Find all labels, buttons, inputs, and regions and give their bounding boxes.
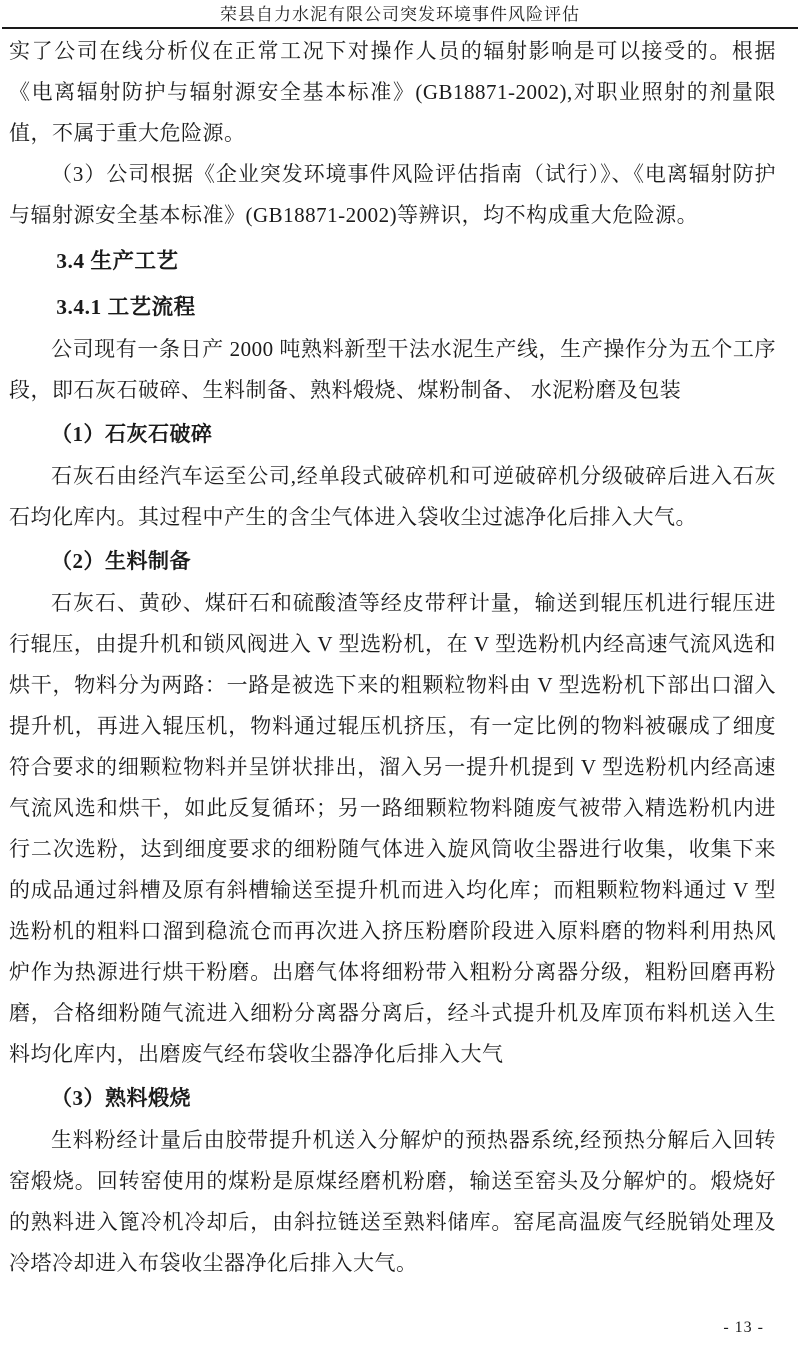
section-heading-production-process: 3.4 生产工艺 xyxy=(56,249,179,273)
page-header-title: 荣县自力水泥有限公司突发环境事件风险评估 xyxy=(220,5,580,24)
item-heading-limestone-crushing: （1）石灰石破碎 xyxy=(51,422,213,446)
page-number: - 13 - xyxy=(723,1319,764,1336)
body-paragraph-raw-meal-preparation: 石灰石、黄砂、煤矸石和硫酸渣等经皮带秤计量，输送到辊压机进行辊压进行辊压，由提升机和锁风阀进入 V 型选粉机，在 V 型选粉机内经高速气流风选和烘干，物料分为两路：一路是被选下来的粗颗粒物料由 V 型选粉机下部出口溜入提升机，再进入辊压机，物料通过辊压机挤压，有一定比例的物料被碾成了细度符合要求的细颗粒物料并呈饼状排出，溜入另一提升机提到 V 型选粉机内经高速气流风选和烘干，如此反复循环；另一路细颗粒物料随废气被带入精选粉机内进行二次选粉，达到细度要求的细粉随气体进入旋风筒收尘器进行收集，收集下来的成品通过斜槽及原有斜槽输送至提升机而进入均化库；而粗颗粒物料通过 V 型选粉机的粗料口溜到稳流仓而再次进入挤压粉磨阶段进入原料磨的物料利用热风炉作为热源进行烘干粉磨。出磨气体将细粉带入粗粉分离器分级，粗粉回磨再粉磨，合格细粉随气流进入细粉分离器分离后，经斗式提升机及库顶布料机送入生料均化库内，出磨废气经布袋收尘器净化后排入大气 xyxy=(9,591,776,1066)
body-paragraph-limestone-crushing: 石灰石由经汽车运至公司,经单段式破碎机和可逆破碎机分级破碎后进入石灰石均化库内。其过程中产生的含尘气体进入袋收尘过滤净化后排入大气。 xyxy=(9,464,776,529)
document-body xyxy=(0,29,800,1284)
subsection-heading-process-flow: 3.4.1 工艺流程 xyxy=(56,295,196,319)
item-heading-raw-meal-preparation: （2）生料制备 xyxy=(51,549,191,573)
page-header xyxy=(0,0,800,29)
body-paragraph-clinker-calcination: 生料粉经计量后由胶带提升机送入分解炉的预热器系统,经预热分解后入回转窑煅烧。回转窑使用的煤粉是原煤经磨机粉磨，输送至窑头及分解炉的。煅烧好的熟料进入篦冷机冷却后，由斜拉链送至熟料储库。窑尾高温废气经脱销处理及冷塔冷却进入布袋收尘器净化后排入大气。 xyxy=(9,1128,776,1275)
body-paragraph-production-line-overview: 公司现有一条日产 2000 吨熟料新型干法水泥生产线，生产操作分为五个工序段，即石灰石破碎、生料制备、熟料煅烧、煤粉制备、 水泥粉磨及包装 xyxy=(9,337,776,402)
body-paragraph-radiation-conclusion: 实了公司在线分析仪在正常工况下对操作人员的辐射影响是可以接受的。根据《电离辐射防护与辐射源安全基本标准》(GB18871-2002),对职业照射的剂量限值，不属于重大危险源。 xyxy=(9,39,776,145)
item-heading-clinker-calcination: （3）熟料煅烧 xyxy=(51,1086,191,1110)
body-paragraph-identification-conclusion: （3）公司根据《企业突发环境事件风险评估指南（试行）》、《电离辐射防护与辐射源安全基本标准》(GB18871-2002)等辨识，均不构成重大危险源。 xyxy=(9,162,776,227)
